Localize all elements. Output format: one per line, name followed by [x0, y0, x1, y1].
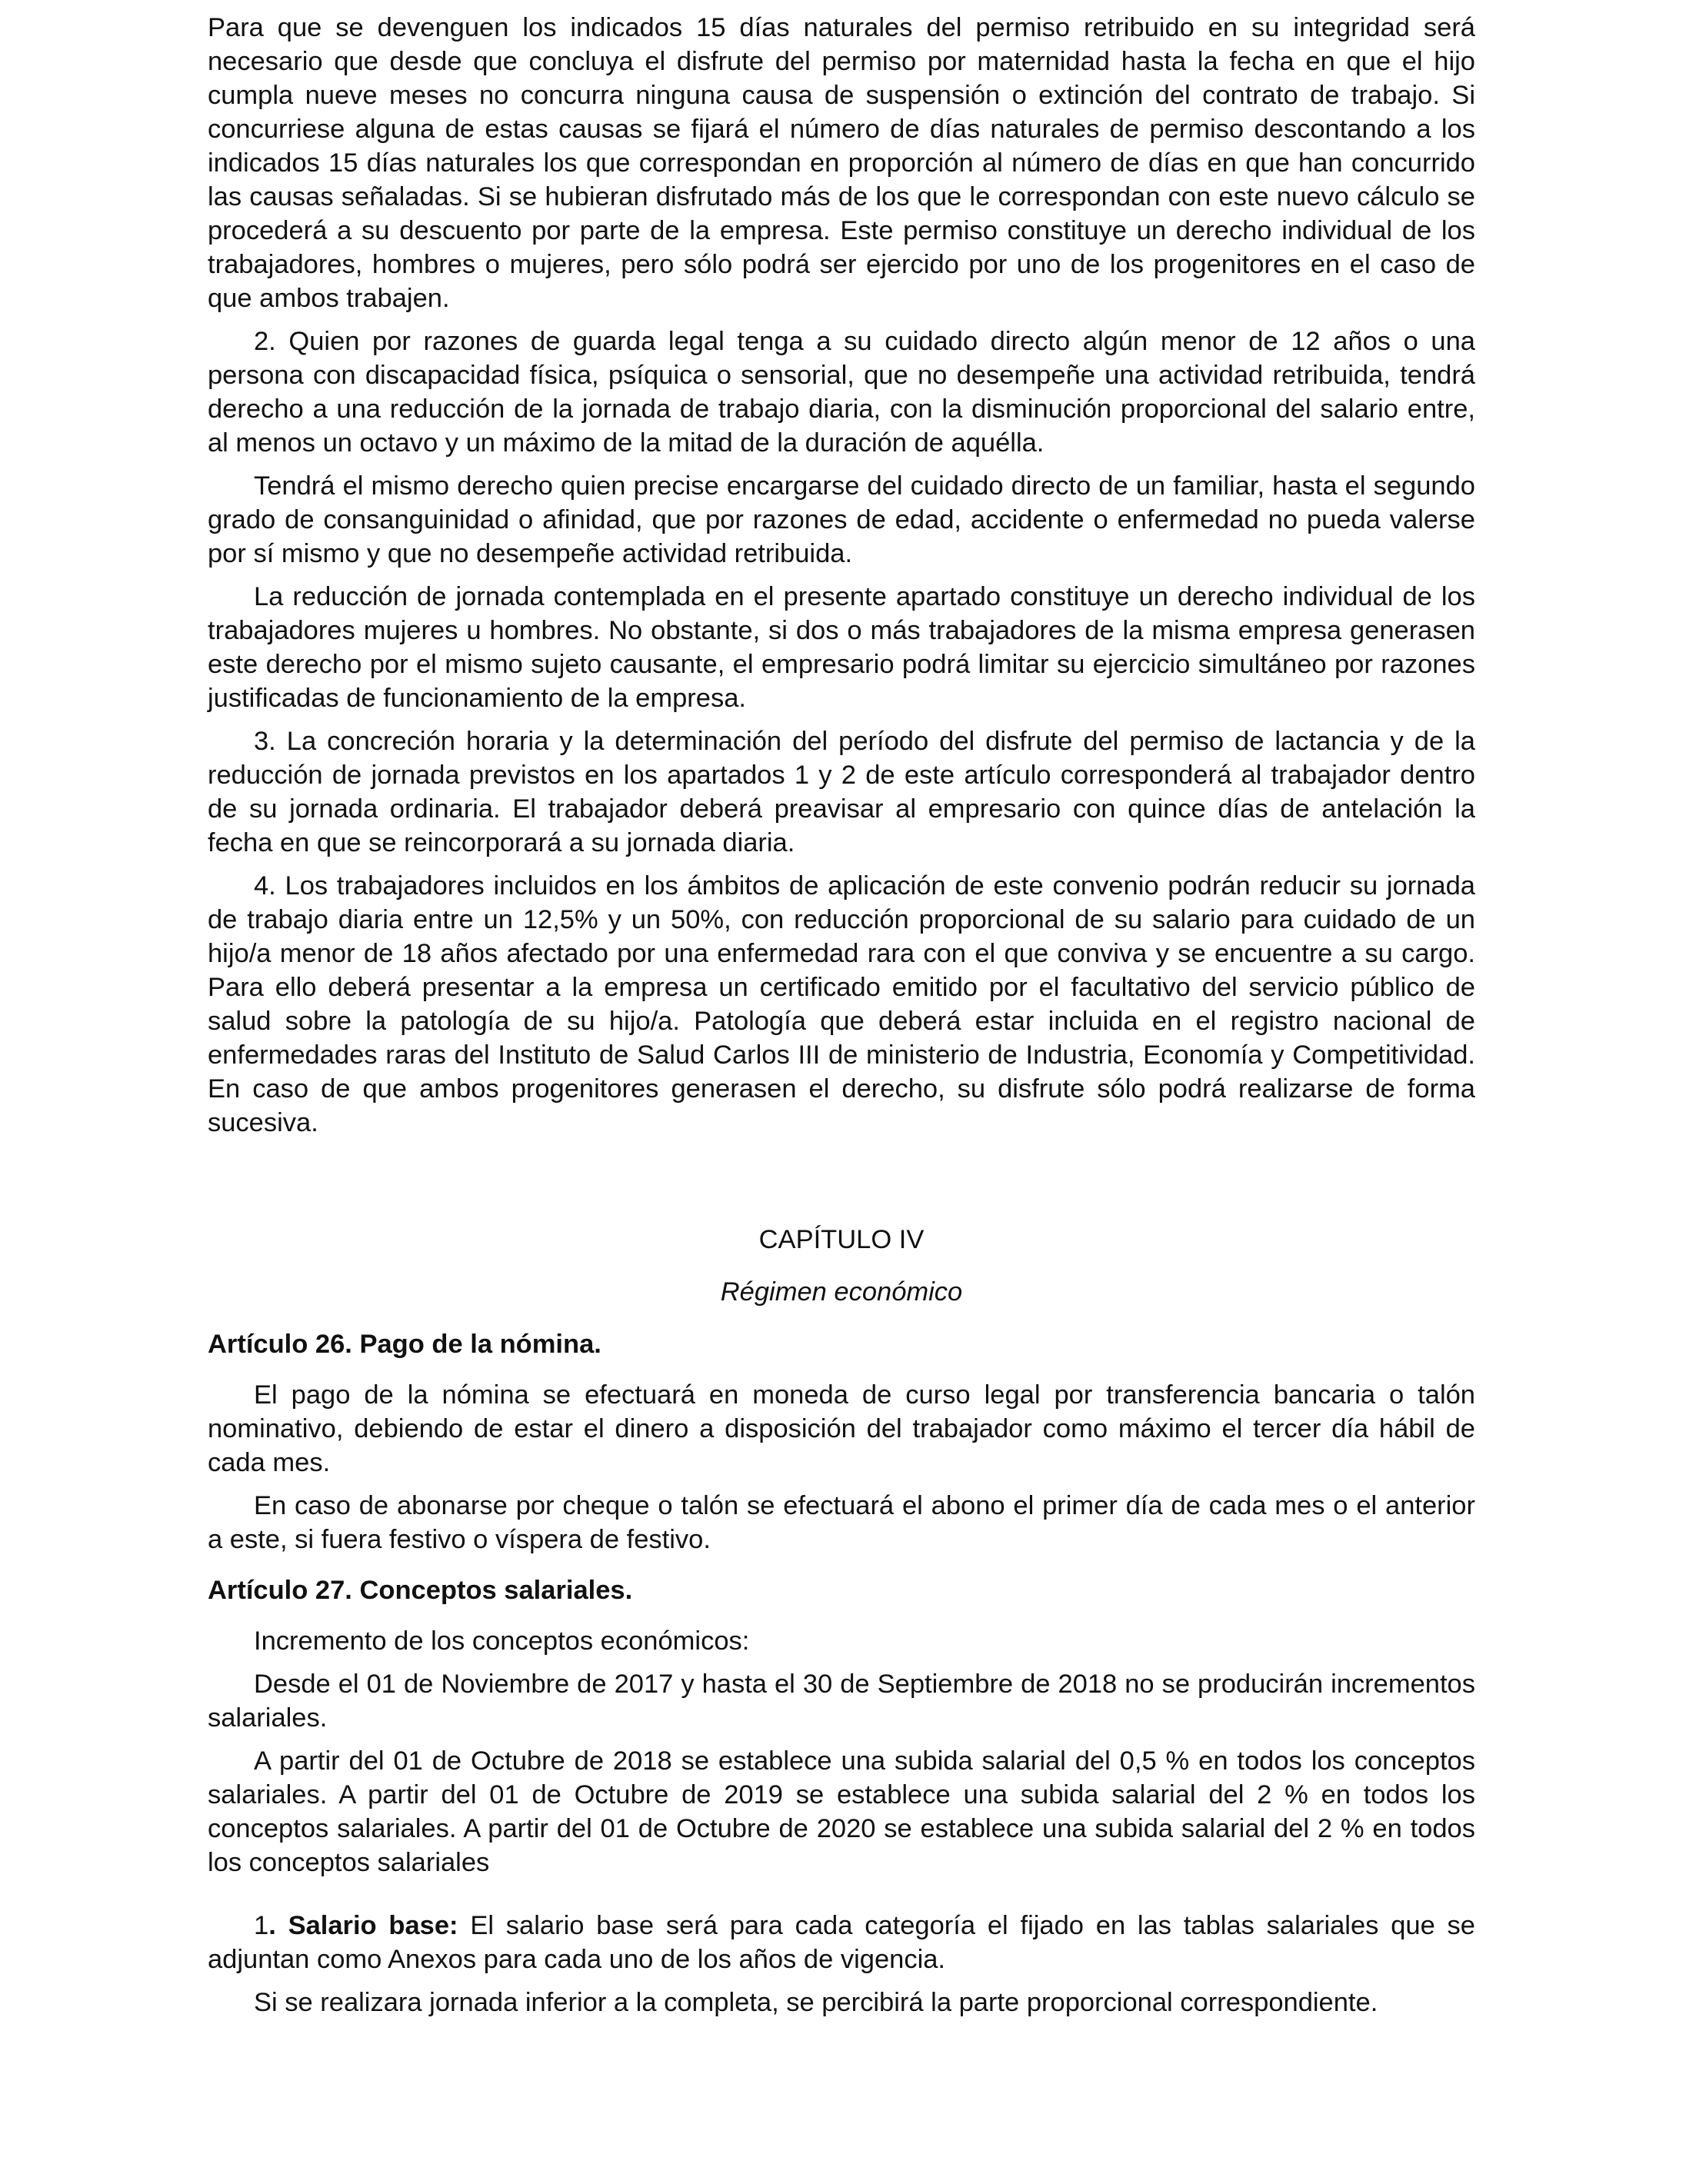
- item-number: 1: [254, 1911, 269, 1940]
- paragraph-permiso-lactancia: Para que se devenguen los indicados 15 días naturales del permiso retribuido en su integridad será necesario que desde que concluya el disfrute del permiso por maternidad hasta la fecha en que el hijo cumpla nueve meses no concurra ninguna causa de suspensión o extinción del contrato de trabajo. Si concurriese alguna de estas causas se fijará el número de días naturales de permiso descontando a los indicados 15 días naturales los que correspondan en proporción al número de días en que han concurrido las causas señaladas. Si se hubieran disfrutado más de los que le correspondan con este nuevo cálculo se procederá a su descuento por parte de la empresa. Este permiso constituye un derecho individual de los trabajadores, hombres o mujeres, pero sólo podrá ser ejercido por uno de los progenitores en el caso de que ambos trabajen.: [208, 13, 1475, 313]
- article-26-paragraph-pago: El pago de la nómina se efectuará en moneda de curso legal por transferencia bancaria o talón nominativo, debiendo de estar el dinero a disposición del trabajador como máximo el tercer día hábil de cada mes.: [208, 1380, 1475, 1477]
- document-page: [208, 11, 1475, 2029]
- article-27-paragraph-incremento: Incremento de los conceptos económicos:: [254, 1626, 750, 1656]
- article-27-paragraph-jornada-inferior: Si se realizara jornada inferior a la completa, se percibirá la parte proporcional correspondiente.: [254, 1988, 1378, 2017]
- article-27-paragraph-sin-incremento: Desde el 01 de Noviembre de 2017 y hasta el 30 de Septiembre de 2018 no se producirán incrementos salariales.: [208, 1670, 1475, 1733]
- item-label: . Salario base:: [268, 1911, 458, 1940]
- paragraph-enfermedad-rara: 4. Los trabajadores incluidos en los ámbitos de aplicación de este convenio podrán reducir su jornada de trabajo diaria entre un 12,5% y un 50%, con reducción proporcional de su salario para cuidado de un hijo/a menor de 18 años afectado por una enfermedad rara con el que conviva y se encuentre a su cargo. Para ello deberá presentar a la empresa un certificado emitido por el facultativo del servicio público de salud sobre la patología de su hijo/a. Patología que deberá estar incluida en el registro nacional de enfermedades raras del Instituto de Salud Carlos III de ministerio de Industria, Economía y Competitividad. En caso de que ambos progenitores generasen el derecho, su disfrute sólo podrá realizarse de forma sucesiva.: [208, 871, 1475, 1137]
- article-27-item-salario-base: [208, 1909, 1475, 1976]
- chapter-subtitle: Régimen económico: [720, 1277, 963, 1307]
- paragraph-derecho-individual: La reducción de jornada contemplada en el presente apartado constituye un derecho individual de los trabajadores mujeres u hombres. No obstante, si dos o más trabajadores de la misma empresa generasen este derecho por el mismo sujeto causante, el empresario podrá limitar su ejercicio simultáneo por razones justificadas de funcionamiento de la empresa.: [208, 582, 1475, 713]
- chapter-title: CAPÍTULO IV: [758, 1225, 925, 1254]
- article-26-paragraph-cheque: En caso de abonarse por cheque o talón se efectuará el abono el primer día de cada mes o el anterior a este, si fuera festivo o víspera de festivo.: [208, 1491, 1475, 1554]
- article-spacer: [208, 1566, 1475, 1573]
- paragraph-cuidado-familiar: Tendrá el mismo derecho quien precise encargarse del cuidado directo de un familiar, hasta el segundo grado de consanguinidad o afinidad, que por razones de edad, accidente o enfermedad no pueda valerse por sí mismo y que no desempeñe actividad retribuida.: [208, 471, 1475, 568]
- paragraph-reduccion-jornada-guarda-legal: 2. Quien por razones de guarda legal tenga a su cuidado directo algún menor de 12 años o una persona con discapacidad física, psíquica o sensorial, que no desempeñe una actividad retribuida, tendrá derecho a una reducción de la jornada de trabajo diaria, con la disminución proporcional del salario entre, al menos un octavo y un máximo de la mitad de la duración de aquélla.: [208, 327, 1475, 458]
- article-27-heading: Artículo 27. Conceptos salariales.: [208, 1576, 633, 1605]
- paragraph-concrecion-horaria: 3. La concreción horaria y la determinación del período del disfrute del permiso de lactancia y de la reducción de jornada previstos en los apartados 1 y 2 de este artículo corresponderá al trabajador dentro de su jornada ordinaria. El trabajador deberá preavisar al empresario con quince días de antelación la fecha en que se reincorporará a su jornada diaria.: [208, 727, 1475, 857]
- article-26-heading: Artículo 26. Pago de la nómina.: [208, 1330, 601, 1359]
- item-text: El salario base será para cada categoría el fijado en las tablas salariales que se adjuntan como Anexos para cada uno de los años de vigencia.: [208, 1911, 1475, 1974]
- list-spacer: [208, 1889, 1475, 1909]
- chapter-spacer: [208, 1149, 1475, 1223]
- article-27-paragraph-subidas: A partir del 01 de Octubre de 2018 se establece una subida salarial del 0,5 % en todos los conceptos salariales. A partir del 01 de Octubre de 2019 se establece una subida salarial del 2 % en todos los conceptos salariales. A partir del 01 de Octubre de 2020 se establece una subida salarial del 2 % en todos los conceptos salariales: [208, 1746, 1475, 1877]
